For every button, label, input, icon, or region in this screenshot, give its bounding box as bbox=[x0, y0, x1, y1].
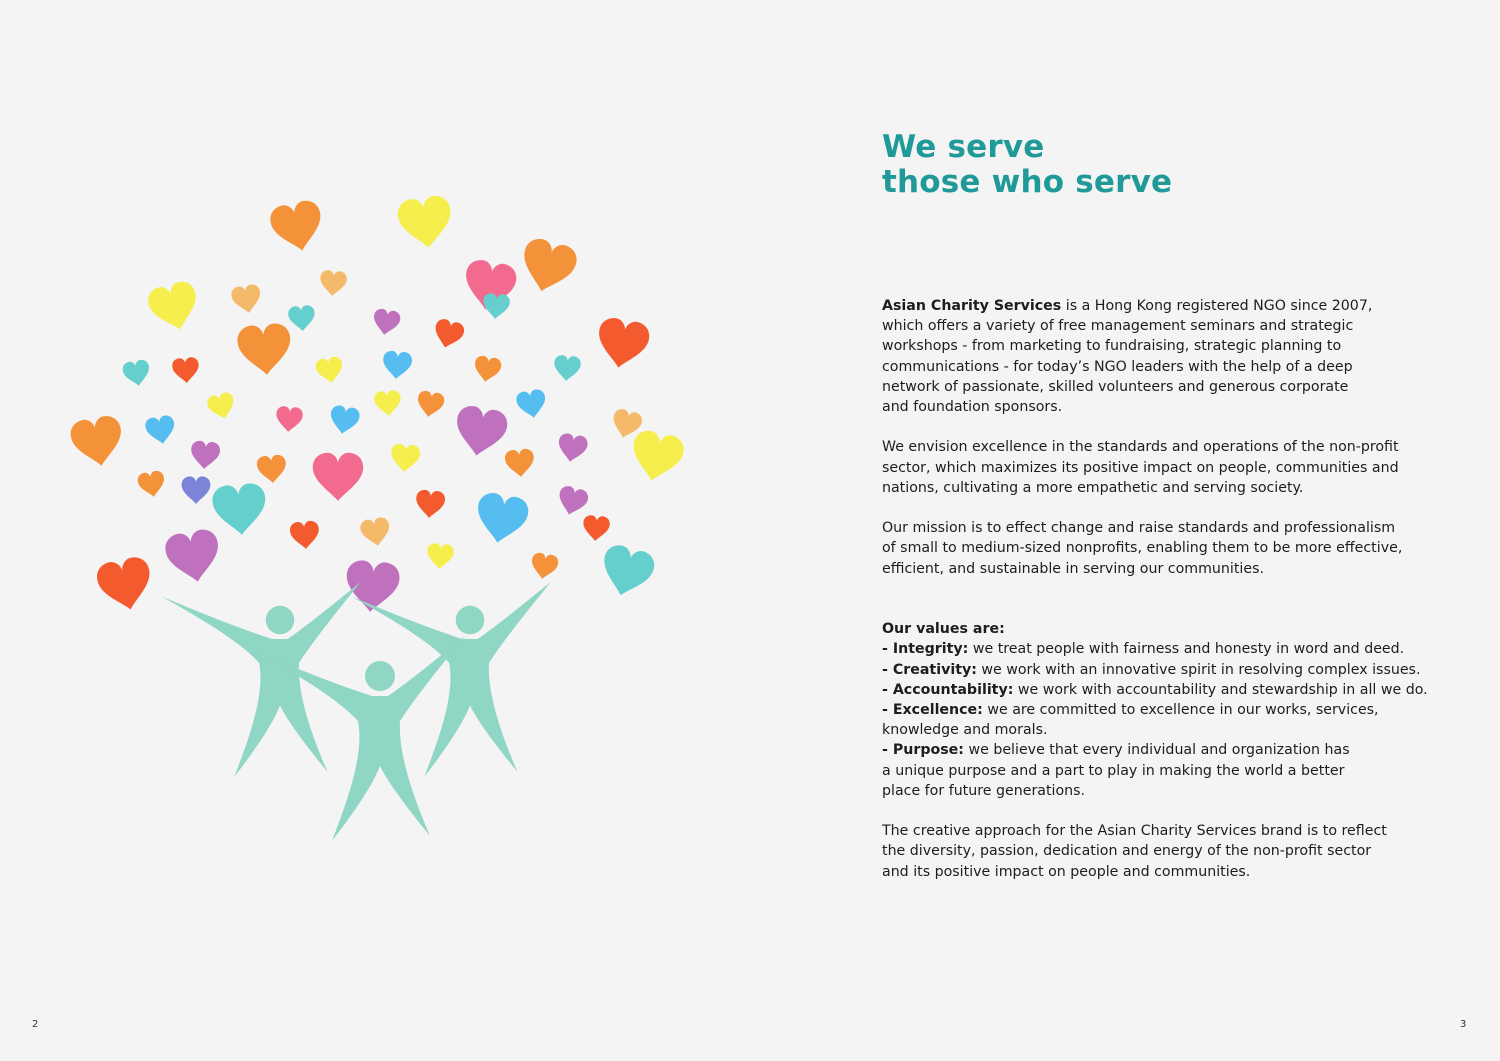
heart-icon bbox=[359, 516, 392, 548]
heading-line-1: We serve bbox=[882, 129, 1045, 165]
value-label: - Accountability: bbox=[882, 681, 1014, 698]
page-heading bbox=[882, 130, 1172, 200]
intro-line: workshops - from marketing to fundraising, strategic planning to bbox=[882, 338, 1342, 355]
heart-icon bbox=[396, 194, 455, 251]
intro-line: which offers a variety of free management seminars and strategic bbox=[882, 318, 1354, 335]
intro-line: network of passionate, skilled volunteers and generous corporate bbox=[882, 378, 1349, 395]
vision-line: nations, cultivating a more empathetic and serving society. bbox=[882, 479, 1304, 496]
heart-icon bbox=[206, 391, 238, 422]
heading-line-2: those who serve bbox=[882, 164, 1173, 200]
value-item-line bbox=[882, 680, 1442, 700]
value-text: knowledge and morals. bbox=[882, 722, 1048, 739]
heart-icon bbox=[374, 390, 403, 418]
vision-paragraph bbox=[882, 437, 1442, 498]
value-item-line bbox=[882, 660, 1442, 680]
heart-icon bbox=[182, 476, 211, 504]
org-name: Asian Charity Services bbox=[882, 298, 1062, 314]
heart-tree-illustration bbox=[60, 190, 700, 860]
value-item-line bbox=[882, 639, 1442, 659]
value-text: we believe that every individual and organization has bbox=[963, 742, 1350, 759]
heart-icon bbox=[473, 491, 531, 547]
intro-line: and foundation sponsors. bbox=[882, 399, 1063, 416]
value-item-line bbox=[882, 781, 1442, 801]
heart-icon bbox=[515, 388, 548, 420]
heart-icon bbox=[504, 448, 535, 478]
heart-icon bbox=[553, 355, 582, 383]
heart-icon bbox=[627, 428, 686, 486]
mission-line: efficient, and sustainable in serving our communities. bbox=[882, 560, 1264, 577]
heart-icon bbox=[68, 414, 126, 470]
mission-line: of small to medium-sized nonprofits, enabling them to be more effective, bbox=[882, 540, 1403, 557]
page-number-left: 2 bbox=[32, 1019, 39, 1030]
intro-paragraph bbox=[882, 296, 1442, 417]
value-text: we treat people with fairness and honesty in word and deed. bbox=[968, 641, 1405, 658]
heart-icon bbox=[211, 482, 268, 537]
vision-line: sector, which maximizes its positive impact on people, communities and bbox=[882, 459, 1399, 476]
heart-icon bbox=[596, 542, 657, 602]
heart-icon bbox=[390, 443, 421, 473]
hearts-group bbox=[68, 194, 686, 615]
closing-line: the diversity, passion, dedication and energy of the non-profit sector bbox=[882, 843, 1372, 860]
heart-icon bbox=[319, 270, 348, 298]
heart-icon bbox=[145, 279, 203, 336]
people-figures bbox=[161, 582, 551, 841]
value-item-line bbox=[882, 720, 1442, 740]
value-label: - Excellence: bbox=[882, 702, 983, 719]
page-number-right: 3 bbox=[1460, 1019, 1467, 1030]
intro-line-1-rest: is a Hong Kong registered NGO since 2007, bbox=[1061, 298, 1373, 314]
heart-icon bbox=[382, 350, 413, 380]
closing-line: and its positive impact on people and communities. bbox=[882, 863, 1251, 880]
heart-icon bbox=[236, 322, 293, 377]
heart-icon bbox=[163, 527, 224, 586]
heart-icon bbox=[144, 414, 177, 446]
heart-icon bbox=[190, 440, 221, 470]
value-text: we work with an innovative spirit in resolving complex issues. bbox=[976, 661, 1421, 678]
closing-paragraph bbox=[882, 821, 1442, 882]
intro-line: communications - for today’s NGO leaders with the help of a deep bbox=[882, 358, 1353, 375]
heart-icon bbox=[256, 454, 287, 484]
mission-line: Our mission is to effect change and raise standards and professionalism bbox=[882, 520, 1396, 537]
vision-line: We envision excellence in the standards and operations of the non-profit bbox=[882, 439, 1399, 456]
heart-icon bbox=[582, 515, 611, 543]
heart-icon bbox=[371, 308, 401, 337]
heart-icon bbox=[137, 470, 167, 499]
person-figure bbox=[255, 636, 465, 841]
heart-icon bbox=[594, 316, 652, 372]
heart-icon bbox=[452, 404, 510, 460]
heart-icon bbox=[268, 198, 327, 256]
heart-icon bbox=[275, 406, 304, 434]
value-label: - Integrity: bbox=[882, 641, 969, 658]
heart-icon bbox=[516, 236, 580, 299]
body-text bbox=[882, 296, 1442, 882]
heart-icon bbox=[122, 359, 152, 388]
heart-tree-logo-graphic bbox=[60, 190, 700, 860]
heart-icon bbox=[172, 357, 201, 385]
heart-icon bbox=[415, 489, 446, 519]
value-text: we are committed to excellence in our works, services, bbox=[982, 702, 1379, 719]
heart-icon bbox=[313, 453, 363, 501]
heart-icon bbox=[472, 355, 502, 384]
values-title: Our values are: bbox=[882, 621, 1005, 638]
values-section bbox=[882, 619, 1442, 801]
heart-icon bbox=[556, 432, 589, 464]
mission-paragraph bbox=[882, 518, 1442, 579]
heart-icon bbox=[289, 520, 320, 550]
heart-icon bbox=[529, 552, 559, 581]
value-item-line bbox=[882, 700, 1442, 720]
value-item-line bbox=[882, 761, 1442, 781]
heart-icon bbox=[482, 293, 511, 321]
value-label: - Purpose: bbox=[882, 742, 964, 759]
value-text: we work with accountability and stewardship in all we do. bbox=[1013, 681, 1428, 698]
value-item-line bbox=[882, 740, 1442, 760]
heart-icon bbox=[94, 555, 156, 615]
heart-icon bbox=[328, 404, 361, 436]
heart-icon bbox=[431, 317, 466, 351]
heart-icon bbox=[555, 484, 590, 518]
value-text: a unique purpose and a part to play in making the world a better bbox=[882, 762, 1345, 779]
heart-icon bbox=[230, 283, 263, 315]
heart-icon bbox=[426, 543, 455, 571]
value-label: - Creativity: bbox=[882, 661, 977, 678]
heart-icon bbox=[315, 356, 345, 385]
heart-icon bbox=[415, 390, 445, 419]
heart-icon bbox=[288, 305, 317, 333]
closing-line: The creative approach for the Asian Charity Services brand is to reflect bbox=[882, 823, 1387, 840]
person-figure bbox=[161, 582, 361, 777]
value-text: place for future generations. bbox=[882, 782, 1086, 799]
